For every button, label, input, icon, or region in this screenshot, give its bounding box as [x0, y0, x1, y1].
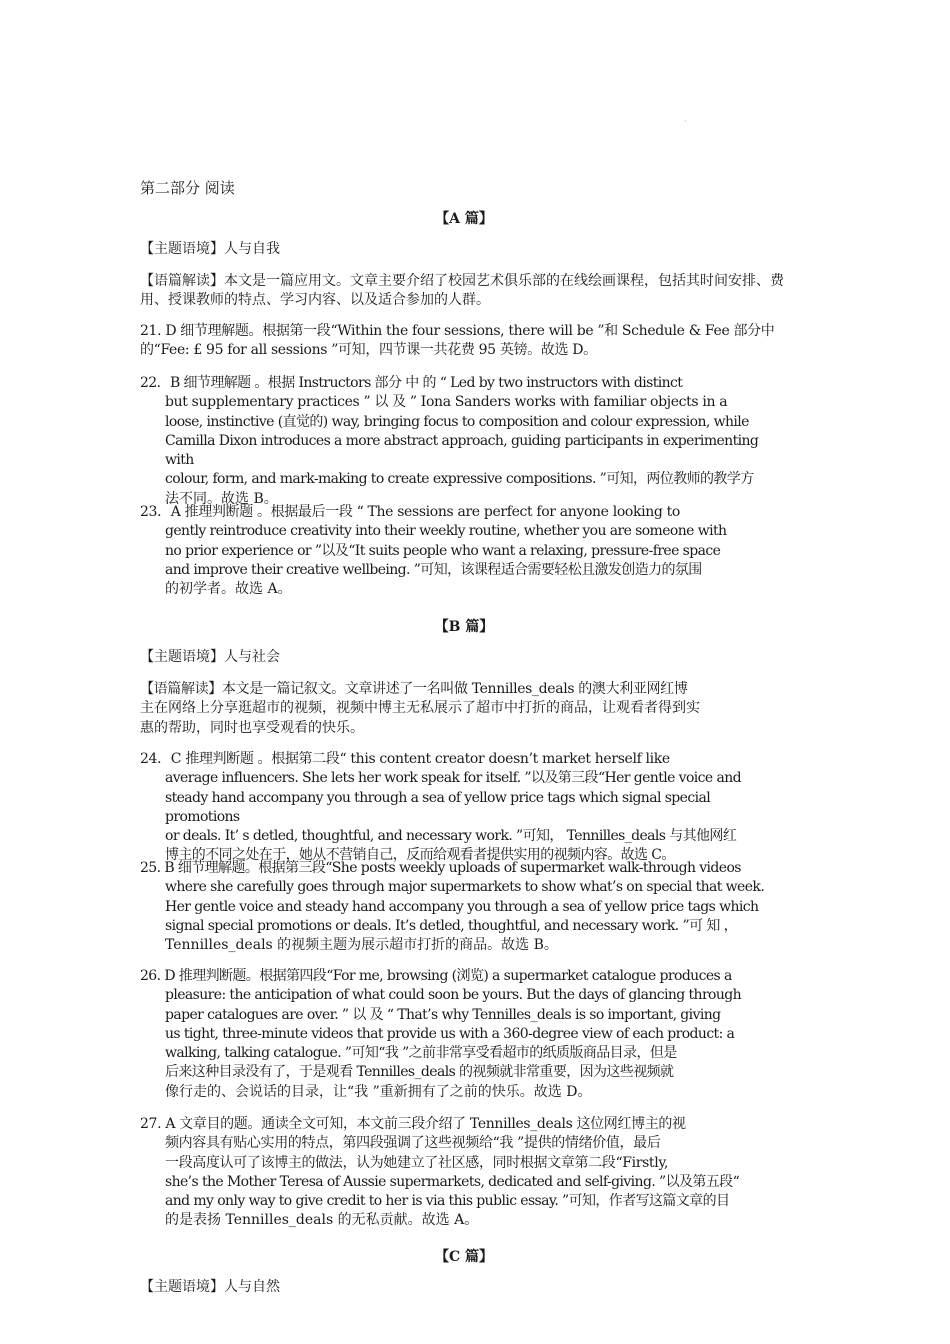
question-21: 21. D 细节理解题。根据第一段“Within the four sessions, there will be ”和 Schedule & Fee 部分中的“Fee: £ 95 for all sessions ”可知，四节课一共花费 95 英镑。故选 D。: [140, 323, 775, 359]
q26-line: 后来这种目录没有了，于是观看 Tennilles_deals 的视频就非常重要，因为这些视频就: [165, 1064, 674, 1081]
summary-line: 惠的帮助，同时也享受观看的快乐。: [140, 719, 364, 736]
question-22: [140, 374, 788, 509]
q27-line: 的是表扬 Tennilles_deals 的无私贡献。故选 A。: [165, 1212, 479, 1229]
part-c-heading: 【C 篇】: [434, 1249, 494, 1265]
q26-line: walking, talking catalogue. ”可知“我 ”之前非常享受看超市的纸质版商品目录，但是: [165, 1045, 677, 1062]
q25-line: Tennilles_deals 的视频主题为展示超市打折的商品。故选 B。: [165, 937, 558, 954]
part-b-heading: 【B 篇】: [434, 619, 494, 635]
q26-line: paper catalogues are over. ” 以 及 “ That’s why Tennilles_deals is so important, giving: [165, 1006, 721, 1023]
q26-line: us tight, three-minute videos that provide us with a 360-degree view of each product: a: [165, 1025, 735, 1042]
summary-label: 【语篇解读】: [140, 273, 224, 289]
part-b-theme: 【主题语境】人与社会: [140, 649, 280, 665]
summary-line: 主在网络上分享逛超市的视频，视频中博主无私展示了超市中打折的商品，让观看者得到实: [140, 700, 700, 717]
part-a-heading: 【A 篇】: [435, 211, 493, 227]
q25-line: Her gentle voice and steady hand accompany you through a sea of yellow price tags which: [165, 898, 759, 915]
q22-line: 法不同。故选 B。: [165, 490, 278, 507]
q27-line: 一段高度认可了该博主的做法，认为她建立了社区感，同时根据文章第二段“Firstly,: [165, 1154, 669, 1171]
q24-line: 博主的不同之处在于，她从不营销自己，反而给观看者提供实用的视频内容。故选 C。: [165, 847, 675, 864]
part-a-summary: [140, 272, 788, 311]
q25-line: 25. B 细节理解题。根据第三段“She posts weekly uploads of supermarket walk-through videos: [140, 860, 741, 876]
part-a-theme: 【主题语境】人与自我: [140, 241, 280, 257]
summary-line: 【语篇解读】本文是一篇记叙文。文章讲述了一名叫做 Tennilles_deals 的澳大利亚网红博: [140, 681, 688, 697]
q26-line: 像行走的、会说话的目录，让“我 ”重新拥有了之前的快乐。故选 D。: [165, 1083, 592, 1100]
q22-line: but supplementary practices ” 以 及 ” Iona Sanders works with familiar objects in a: [165, 394, 728, 411]
q23-line: 23．A 推理判断题 。根据最后一段 “ The sessions are perfect for anyone looking to: [140, 504, 681, 520]
question-25: [140, 859, 788, 955]
q22-line: Camilla Dixon introduces a more abstract approach, guiding participants in experimenting with: [165, 432, 759, 469]
q27-line: and my only way to give credit to her is via this public essay. ”可知，作者写这篇文章的目: [165, 1193, 730, 1210]
q25-line: signal special promotions or deals. It’s detled, thoughtful, and necessary work. ”可 知 ，: [165, 917, 737, 934]
q26-line: 26. D 推理判断题。根据第四段“For me, browsing (浏览) a supermarket catalogue produces a: [140, 968, 732, 984]
q23-line: no prior experience or ”以及“It suits people who want a relaxing, pressure-free space: [165, 542, 721, 559]
q24-line: 24．C 推理判断题 。根据第二段“ this content creator doesn’t market herself like: [140, 751, 670, 767]
q27-line: she’s the Mother Teresa of Aussie supermarkets, dedicated and self-giving. ”以及第五段“: [165, 1173, 740, 1190]
summary-text: 本文是一篇应用文。文章主要介绍了校园艺术俱乐部的在线绘画课程，包括其时间安排、费用、授课教师的特点、学习内容、以及适合参加的人群。: [140, 273, 784, 309]
q24-line: or deals. It’ s detled, thoughtful, and necessary work. ”可知， Tennilles_deals 与其他网红: [165, 828, 737, 845]
question-23: [140, 503, 788, 599]
question-24: [140, 750, 788, 866]
q23-line: and improve their creative wellbeing. ”可知，该课程适合需要轻松且激发创造力的氛围: [165, 561, 702, 578]
q27-line: 频内容具有贴心实用的特点，第四段强调了这些视频给“我 ”提供的情绪价值，最后: [165, 1135, 661, 1152]
question-27: [140, 1115, 788, 1231]
q22-line: 22．B 细节理解题 。根据 Instructors 部分 中 的 “ Led by two instructors with distinct: [140, 375, 683, 391]
q24-line: average influencers. She lets her work speak for itself. ”以及第三段“Her gentle voice and: [165, 770, 741, 787]
part-b-summary: [140, 680, 788, 738]
section-title: 第二部分 阅读: [140, 179, 235, 197]
part-c-theme: 【主题语境】人与自然: [140, 1279, 280, 1295]
q23-line: 的初学者。故选 A。: [165, 581, 292, 598]
question-26: [140, 967, 788, 1102]
header-mark: ·: [684, 117, 687, 126]
q25-line: where she carefully goes through major supermarkets to show what’s on special that week.: [165, 879, 765, 896]
q22-line: colour, form, and mark-making to create expressive compositions. ”可知，两位教师的教学方: [165, 471, 754, 488]
q27-line: 27. A 文章目的题。通读全文可知，本文前三段介绍了 Tennilles_deals 这位网红博主的视: [140, 1116, 686, 1132]
q24-line: steady hand accompany you through a sea of yellow price tags which signal special promotions: [165, 789, 711, 825]
q23-line: gently reintroduce creativity into their weekly routine, whether you are someone with: [165, 523, 727, 540]
q26-line: pleasure: the anticipation of what could soon be yours. But the days of glancing through: [165, 987, 742, 1004]
q22-line: loose, instinctive (直觉的) way, bringing focus to composition and colour expression, while: [165, 413, 749, 430]
